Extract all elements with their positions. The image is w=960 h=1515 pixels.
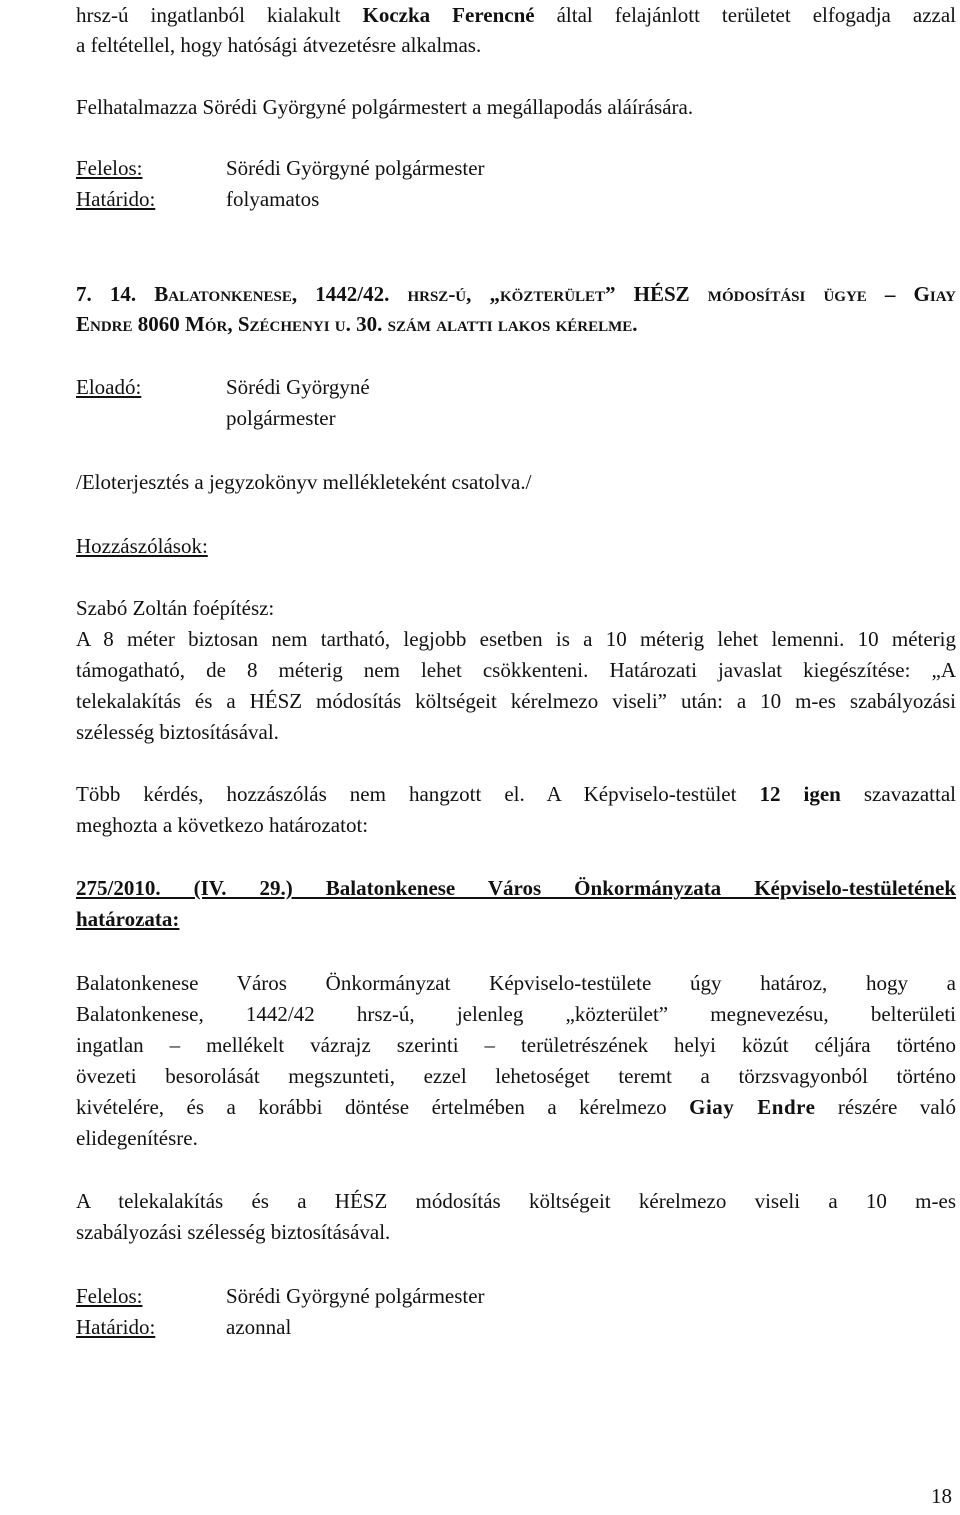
vote-count: 12 igen [759,782,841,806]
deadline-row [76,184,956,214]
resolution-cost-line-1: A telekalakítás és a HÉSZ módosítás költségeit kérelmezo viseli a 10 m-es [76,1189,956,1213]
presenter-title: polgármester [226,406,336,430]
speaker-text-line-1: A 8 méter biztosan nem tartható, legjobb esetben is a 10 méterig lehet lemenni. 10 méterig [76,627,956,651]
resolution-title-line-1: 275/2010. (IV. 29.) Balatonkenese Város Önkormányzata Képviselo-testületének [76,876,956,900]
resolution-text: részére való [815,1095,957,1119]
intro-text: hrsz-ú ingatlanból kialakult [76,3,363,27]
attachment-note: /Eloterjesztés a jegyzokönyv mellékleteként csatolva./ [76,470,532,494]
resolution-body-line-1: Balatonkenese Város Önkormányzat Képviselo-testülete úgy határoz, hogy a [76,971,956,995]
resolution-text: kivételére, és a korábbi döntése értelmében a kérelmezo [76,1095,690,1119]
responsible-row [76,153,956,183]
presenter-name: Sörédi Györgyné [226,375,370,399]
person-name: Koczka Ferencné [362,3,535,27]
deadline-value: azonnal [226,1315,292,1339]
resolution-cost-line-2: szabályozási szélesség biztosításával. [76,1220,391,1244]
speaker-name: Szabó Zoltán foépítész: [76,596,275,620]
resolution-body-line-2: Balatonkenese, 1442/42 hrsz-ú, jelenleg „közterület” megnevezésu, belterületi [76,1002,956,1026]
deadline-row [76,1312,956,1342]
agenda-item-title-line-2: Endre 8060 Mór, Széchenyi u. 30. szám alatti lakos kérelme. [76,312,638,336]
presenter-title-row [76,403,956,433]
responsible-label: Felelos: [76,156,143,180]
authorization-line: Felhatalmazza Sörédi Györgyné polgármestert a megállapodás aláírására. [76,95,694,119]
presenter-label: Eloadó: [76,375,142,399]
vote-line-2: meghozta a következo határozatot: [76,813,369,837]
vote-text: szavazattal [840,782,956,806]
comments-heading: Hozzászólások: [76,534,208,558]
responsible-value: Sörédi Györgyné polgármester [226,1284,485,1308]
resolution-body-line-5 [76,1092,956,1122]
resolution-body-line-4: övezeti besorolását megszunteti, ezzel lehetoséget teremt a törzsvagyonból történo [76,1064,956,1088]
deadline-label: Határido: [76,1315,156,1339]
responsible-row [76,1281,956,1311]
speaker-text-line-2: támogatható, de 8 méterig nem lehet csökkenteni. Határozati javaslat kiegészítése: „A [76,658,956,682]
page-number: 18 [931,1484,952,1508]
intro-line-2: a feltétellel, hogy hatósági átvezetésre alkalmas. [76,33,482,57]
responsible-value: Sörédi Györgyné polgármester [226,156,485,180]
agenda-item-title-line-1: 7. 14. Balatonkenese, 1442/42. hrsz-ú, „közterület” HÉSZ módosítási ügye – Giay [76,282,956,306]
resolution-body-line-6: elidegenítésre. [76,1126,198,1150]
intro-text: által felajánlott területet elfogadja azzal [534,3,956,27]
responsible-label: Felelos: [76,1284,143,1308]
applicant-name: Giay Endre [689,1095,816,1119]
vote-text: Több kérdés, hozzászólás nem hangzott el. A Képviselo-testület [76,782,760,806]
intro-line-1 [76,0,956,30]
presenter-row [76,372,956,402]
deadline-value: folyamatos [226,187,320,211]
vote-line-1 [76,779,956,809]
resolution-title-line-2: határozata: [76,907,180,931]
deadline-label: Határido: [76,187,156,211]
speaker-text-line-4: szélesség biztosításával. [76,720,279,744]
resolution-body-line-3: ingatlan – mellékelt vázrajz szerinti – területrészének helyi közút céljára történo [76,1033,956,1057]
speaker-text-line-3: telekalakítás és a HÉSZ módosítás költségeit kérelmezo viseli” után: a 10 m-es szabályozási [76,689,956,713]
